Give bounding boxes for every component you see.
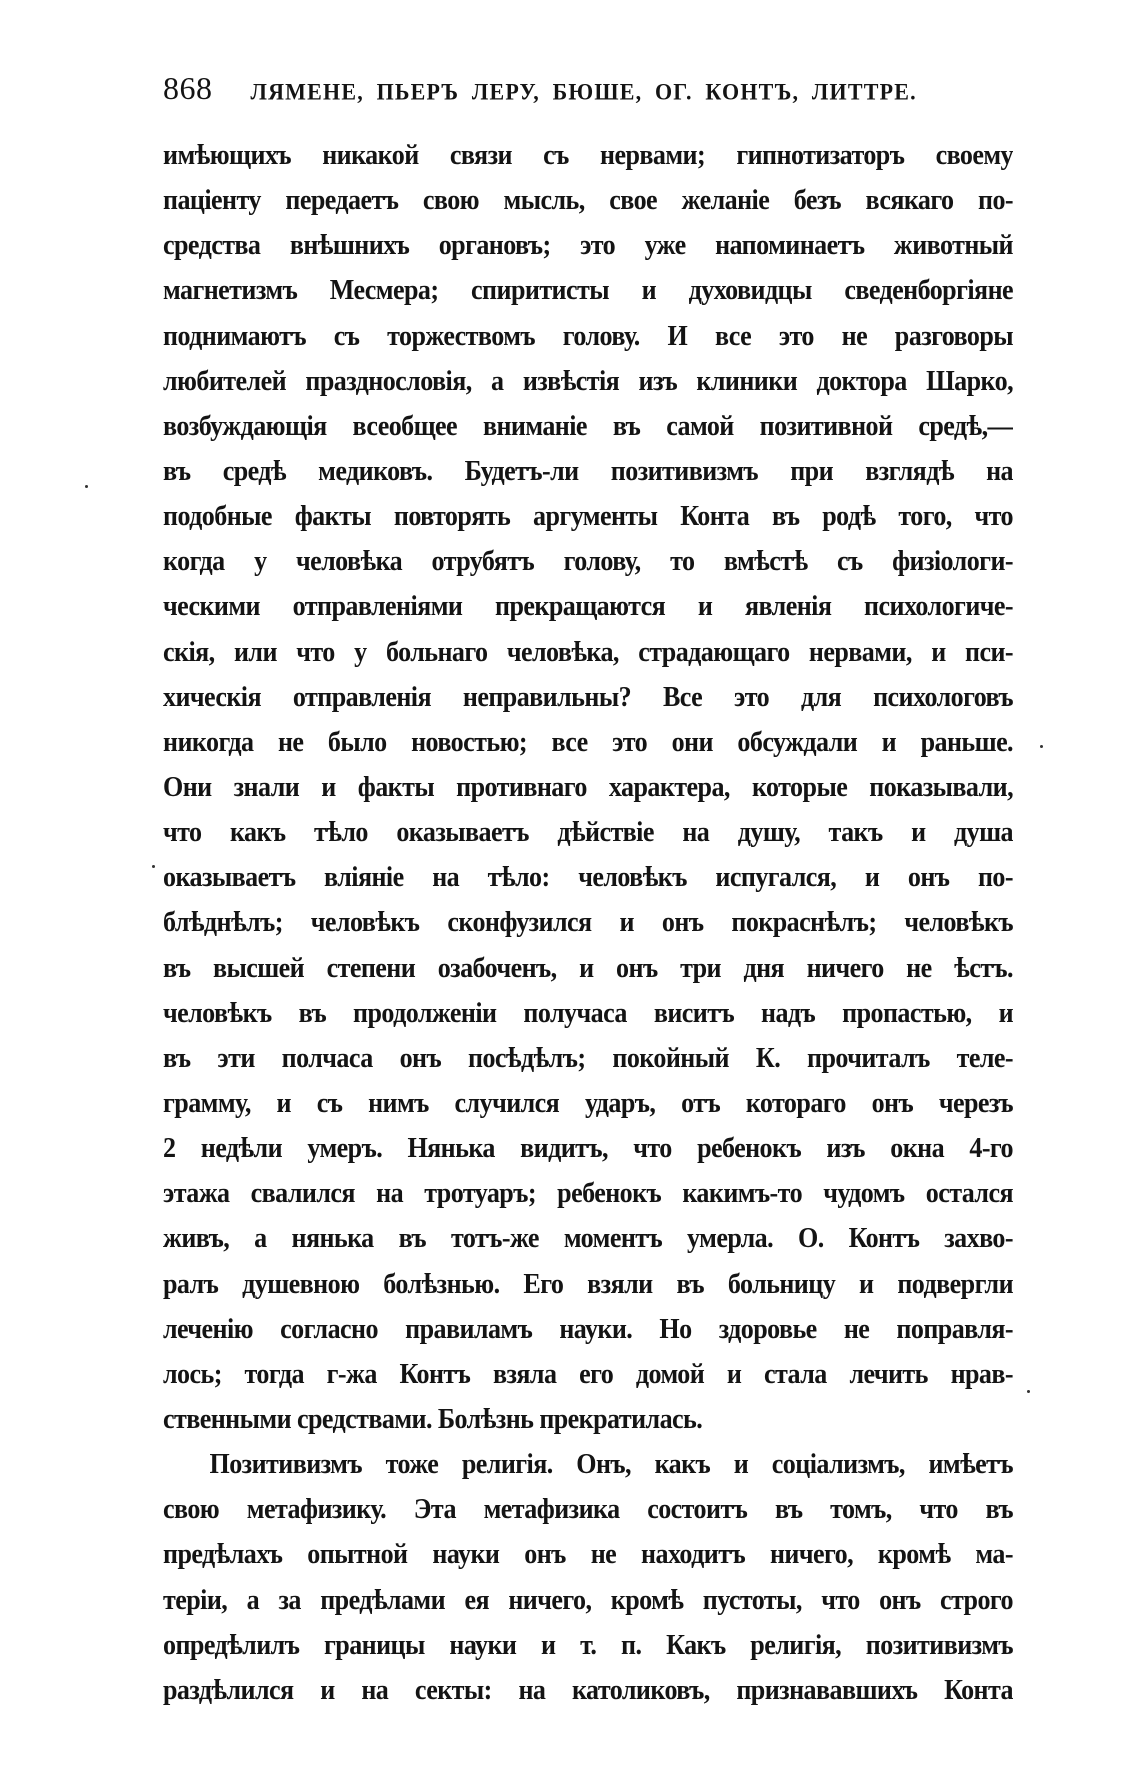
text-line: поднимаютъ съ торжествомъ голову. И все это не разговоры — [163, 320, 1014, 352]
paragraph-2 — [163, 1442, 1013, 1713]
text-line: ческими отправленіями прекращаются и явленія психологиче- — [163, 591, 1014, 623]
text-line: магнетизмъ Месмера; спиритисты и духовидцы сведенборгіяне — [163, 275, 1014, 307]
text-line: предѣлахъ опытной науки онъ не находитъ ничего, кромѣ ма- — [163, 1539, 1014, 1571]
print-speck — [85, 485, 88, 488]
print-speck — [1040, 745, 1043, 748]
text-line: грамму, и съ нимъ случился ударъ, отъ котораго онъ черезъ — [163, 1087, 1014, 1119]
page-number: 868 — [163, 70, 213, 106]
text-line: никогда не было новостью; все это они обсуждали и раньше. — [163, 726, 1014, 758]
paragraph-1 — [163, 133, 1013, 1442]
text-line: живъ, а нянька въ тотъ-же моментъ умерла. О. Контъ захво- — [163, 1223, 1014, 1255]
text-line: оказываетъ вліяніе на тѣло: человѣкъ испугался, и онъ по- — [163, 862, 1014, 894]
text-line: въ высшей степени озабоченъ, и онъ три дня ничего не ѣстъ. — [163, 952, 1014, 984]
text-line: Они знали и факты противнаго характера, которые показывали, — [163, 771, 1014, 803]
text-line: любителей празднословія, а извѣстія изъ клиники доктора Шарко, — [163, 365, 1014, 397]
text-line: свою метафизику. Эта метафизика состоитъ въ томъ, что въ — [163, 1494, 1014, 1526]
body-text — [163, 133, 1013, 1713]
text-line: лось; тогда г-жа Контъ взяла его домой и стала лечить нрав- — [163, 1358, 1014, 1390]
running-head: ЛЯМЕНЕ, ПЬЕРЪ ЛЕРУ, БЮШЕ, ОГ. КОНТЪ, ЛИТТРЕ. — [250, 78, 917, 105]
text-line: средства внѣшнихъ органовъ; это уже напоминаетъ животный — [163, 230, 1014, 262]
print-speck — [1027, 1390, 1030, 1393]
text-line: теріи, а за предѣлами ея ничего, кромѣ пустоты, что онъ строго — [163, 1584, 1014, 1616]
text-line: скія, или что у больнаго человѣка, страдающаго нервами, и пси- — [163, 636, 1014, 668]
text-line: леченію согласно правиламъ науки. Но здоровье не поправля- — [163, 1313, 1014, 1345]
text-line: Позитивизмъ тоже религія. Онъ, какъ и соціализмъ, имѣетъ — [209, 1449, 1014, 1481]
text-line: этажа свалился на тротуаръ; ребенокъ какимъ-то чудомъ остался — [163, 1178, 1014, 1210]
text-line: въ эти полчаса онъ посѣдѣлъ; покойный К. прочиталъ теле- — [163, 1042, 1014, 1074]
print-speck — [152, 865, 155, 868]
text-line: возбуждающія всеобщее вниманіе въ самой позитивной средѣ,— — [163, 410, 1014, 442]
text-line: въ средѣ медиковъ. Будетъ-ли позитивизмъ при взглядѣ на — [163, 455, 1014, 487]
text-line: опредѣлилъ границы науки и т. п. Какъ религія, позитивизмъ — [163, 1629, 1014, 1661]
page-header — [163, 70, 1013, 120]
text-line: имѣющихъ никакой связи съ нервами; гипнотизаторъ своему — [163, 140, 1014, 171]
text-line: 2 недѣли умеръ. Нянька видитъ, что ребенокъ изъ окна 4-го — [163, 1133, 1014, 1165]
text-line: что какъ тѣло оказываетъ дѣйствіе на душу, такъ и душа — [163, 817, 1014, 849]
text-line: подобные факты повторять аргументы Конта въ родѣ того, что — [163, 501, 1014, 533]
text-line: человѣкъ въ продолженіи получаса виситъ надъ пропастью, и — [163, 997, 1014, 1029]
text-line: ственными средствами. Болѣзнь прекратилась. — [163, 1403, 703, 1435]
text-line: ралъ душевною болѣзнью. Его взяли въ больницу и подвергли — [163, 1268, 1014, 1300]
text-line: раздѣлился и на секты: на католиковъ, признававшихъ Конта — [163, 1674, 1014, 1706]
text-line: хическія отправленія неправильны? Все это для психологовъ — [163, 681, 1014, 713]
text-line: когда у человѣка отрубятъ голову, то вмѣстѣ съ физіологи- — [163, 546, 1014, 578]
text-line: паціенту передаетъ свою мысль, свое желаніе безъ всякаго по- — [163, 185, 1014, 217]
text-line: блѣднѣлъ; человѣкъ сконфузился и онъ покраснѣлъ; человѣкъ — [163, 907, 1014, 939]
